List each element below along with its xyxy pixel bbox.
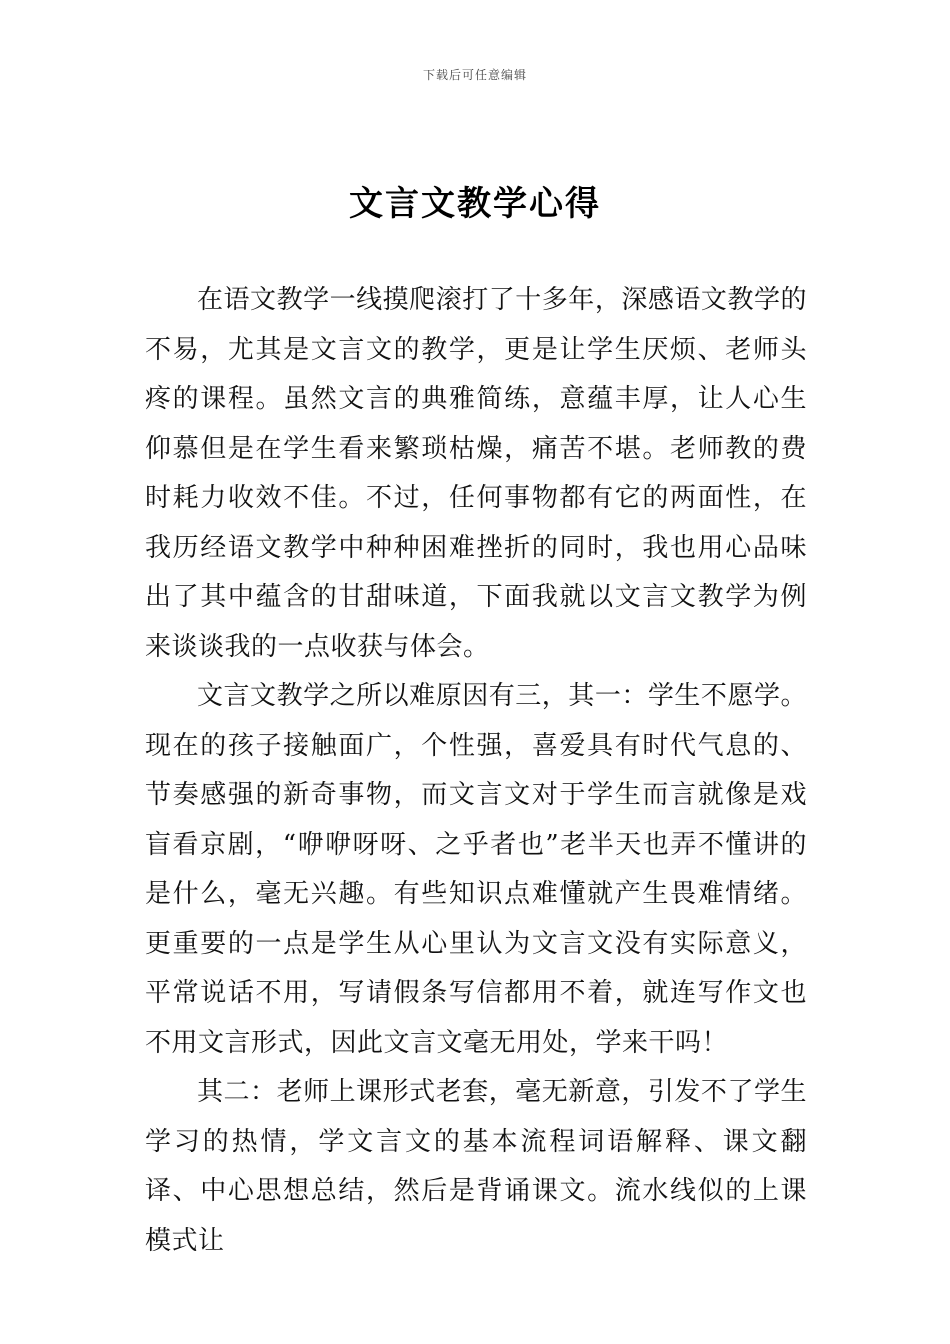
header-note: 下载后可任意编辑 [422, 68, 527, 82]
document-title: 文言文教学心得 [349, 184, 601, 224]
paragraph: 文言文教学之所以难原因有三，其一：学生不愿学。现在的孩子接触面广，个性强，喜爱具有时代气息的、节奏感强的新奇事物，而文言文对于学生而言就像是戏盲看京剧，“咿咿呀呀、之乎者也”老半天也弄不懂讲的是什么，毫无兴趣。有些知识点难懂就产生畏难情绪。更重要的一点是学生从心里认为文言文没有实际意义，平常说话不用，写请假条写信都用不着，就连写作文也不用文言形式，因此文言文毫无用处，学来干吗！ [145, 681, 807, 1058]
paragraph: 在语文教学一线摸爬滚打了十多年，深感语文教学的不易，尤其是文言文的教学，更是让学生厌烦、老师头疼的课程。虽然文言的典雅简练，意蕴丰厚，让人心生仰慕但是在学生看来繁琐枯燥，痛苦不堪。老师教的费时耗力收效不佳。不过，任何事物都有它的两面性，在我历经语文教学中种种困难挫折的同时，我也用心品味出了其中蕴含的甘甜味道，下面我就以文言文教学为例来谈谈我的一点收获与体会。 [145, 285, 807, 662]
paragraph: 其二：老师上课形式老套，毫无新意，引发不了学生学习的热情，学文言文的基本流程词语解释、课文翻译、中心思想总结，然后是背诵课文。流水线似的上课模式让 [145, 1077, 807, 1256]
document-body [145, 276, 807, 1266]
